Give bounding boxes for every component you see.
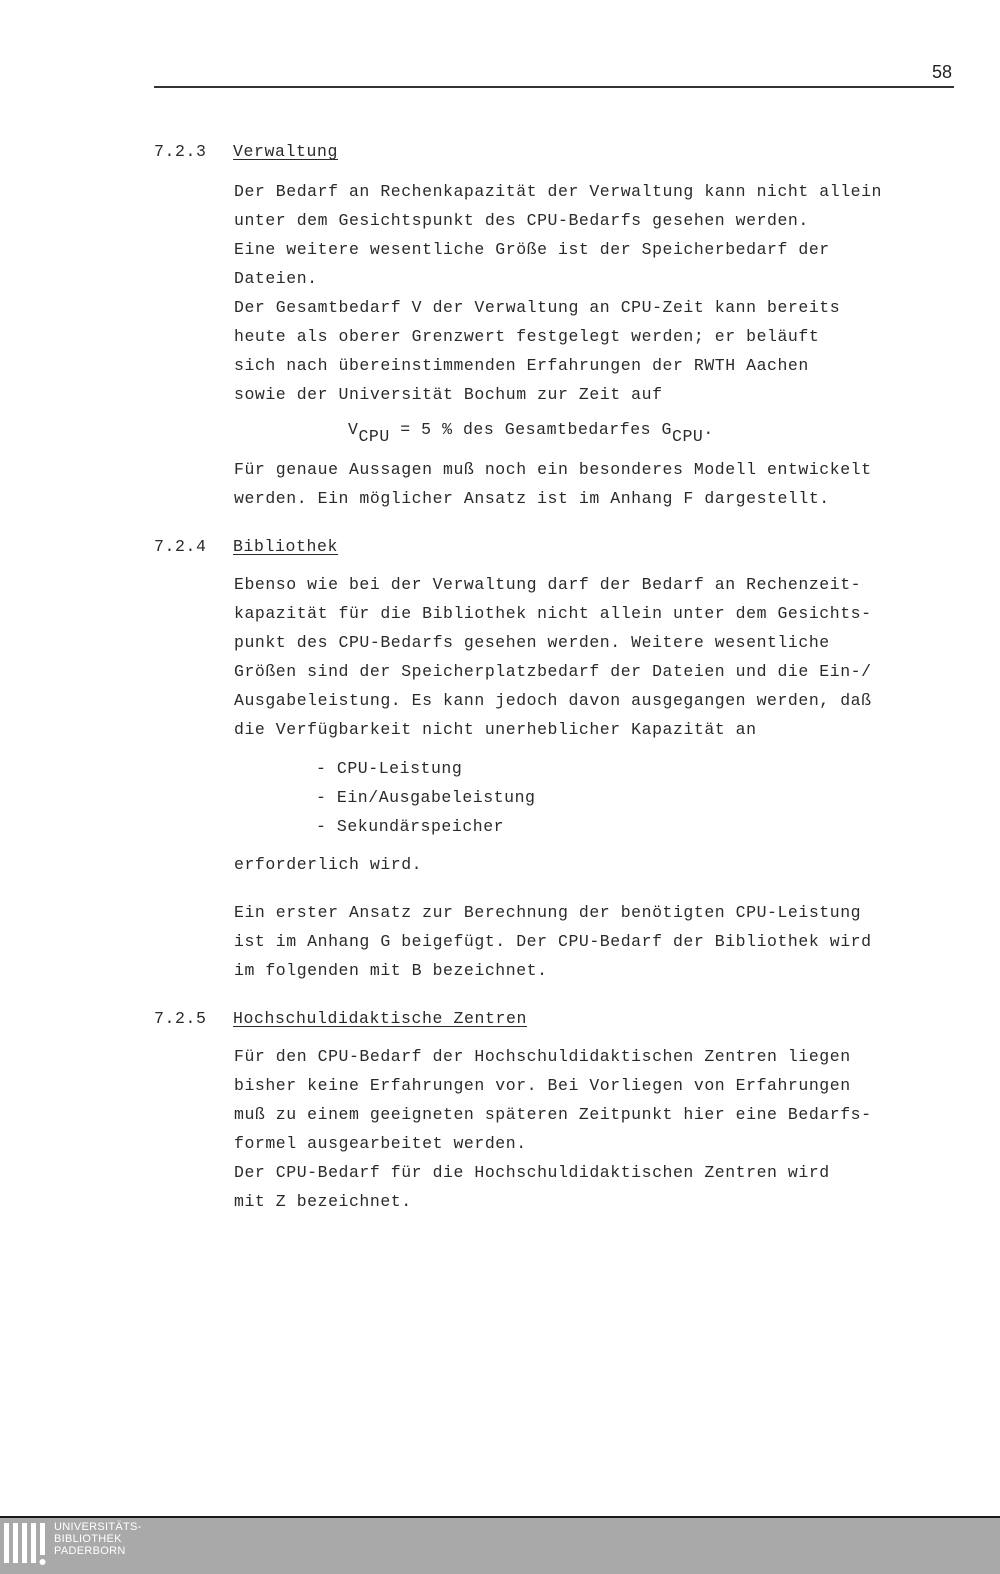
paragraph-bibliothek-3: Ein erster Ansatz zur Berechnung der benötigten CPU-Leistung ist im Anhang G beigefügt. Der CPU-Bedarf der Bibliothek wird im folgenden mit B bezeichnet.	[234, 903, 872, 980]
footer-bar	[0, 1518, 1000, 1574]
section-title-hochschuldidaktische-zentren: Hochschuldidaktische Zentren	[233, 1009, 528, 1028]
formula-rhs-subscript: CPU	[672, 427, 704, 446]
list-item: - CPU-Leistung	[316, 759, 463, 778]
section-number-7-2-4: 7.2.4	[154, 537, 207, 556]
header-rule	[154, 86, 954, 88]
formula-end: .	[703, 420, 714, 439]
paragraph-verwaltung-1: Der Bedarf an Rechenkapazität der Verwaltung kann nicht allein unter dem Gesichtspunkt des CPU-Bedarfs gesehen werden. Eine weitere wesentliche Größe ist der Speicherbedarf der Dateien. Der Gesamtbedarf V der Verwaltung an CPU-Zeit kann bereits heute als oberer Grenzwert festgelegt werden; er beläuft sich nach übereinstimmenden Erfahrungen der RWTH Aachen sowie der Universität Bochum zur Zeit auf	[234, 182, 882, 404]
list-item: - Ein/Ausgabeleistung	[316, 788, 536, 807]
library-logo-text	[54, 1521, 142, 1557]
library-logo	[2, 1521, 142, 1571]
paragraph-bibliothek-1: Ebenso wie bei der Verwaltung darf der Bedarf an Rechenzeit- kapazität für die Bibliothek nicht allein unter dem Gesichts- punkt des CPU-Bedarfs gesehen werden. Weitere wesentliche Größen sind der Speicherplatzbedarf der Dateien und die Ein-/ Ausgabeleistung. Es kann jedoch davon ausgegangen werden, daß die Verfügbarkeit nicht unerheblicher Kapazität an	[234, 575, 872, 739]
section-title-verwaltung: Verwaltung	[233, 142, 339, 161]
formula-vcpu	[348, 420, 714, 446]
section-number-7-2-3: 7.2.3	[154, 142, 207, 161]
section-number-7-2-5: 7.2.5	[154, 1009, 207, 1028]
bullet-list	[316, 754, 535, 841]
logo-line: PADERBORN	[54, 1545, 126, 1557]
paragraph-zentren-1: Für den CPU-Bedarf der Hochschuldidaktischen Zentren liegen bisher keine Erfahrungen vor. Bei Vorliegen von Erfahrungen muß zu einem geeigneten späteren Zeitpunkt hier eine Bedarfs- formel ausgearbeitet werden. Der CPU-Bedarf für die Hochschuldidaktischen Zentren wird mit Z bezeichnet.	[234, 1047, 872, 1211]
paragraph-verwaltung-2: Für genaue Aussagen muß noch ein besonderes Modell entwickelt werden. Ein möglicher Ansatz ist im Anhang F dargestellt.	[234, 460, 872, 508]
formula-lhs-subscript: CPU	[358, 427, 390, 446]
list-item: - Sekundärspeicher	[316, 817, 505, 836]
formula-lhs: V	[348, 420, 359, 439]
page-number: 58	[931, 62, 952, 82]
paragraph-bibliothek-2: erforderlich wird.	[234, 855, 423, 874]
library-logo-icon	[2, 1521, 48, 1567]
logo-line: UNIVERSITÄTS-	[54, 1521, 142, 1533]
section-title-bibliothek: Bibliothek	[233, 537, 339, 556]
logo-line: BIBLIOTHEK	[54, 1533, 122, 1545]
formula-middle: = 5 % des Gesamtbedarfes G	[389, 420, 673, 439]
